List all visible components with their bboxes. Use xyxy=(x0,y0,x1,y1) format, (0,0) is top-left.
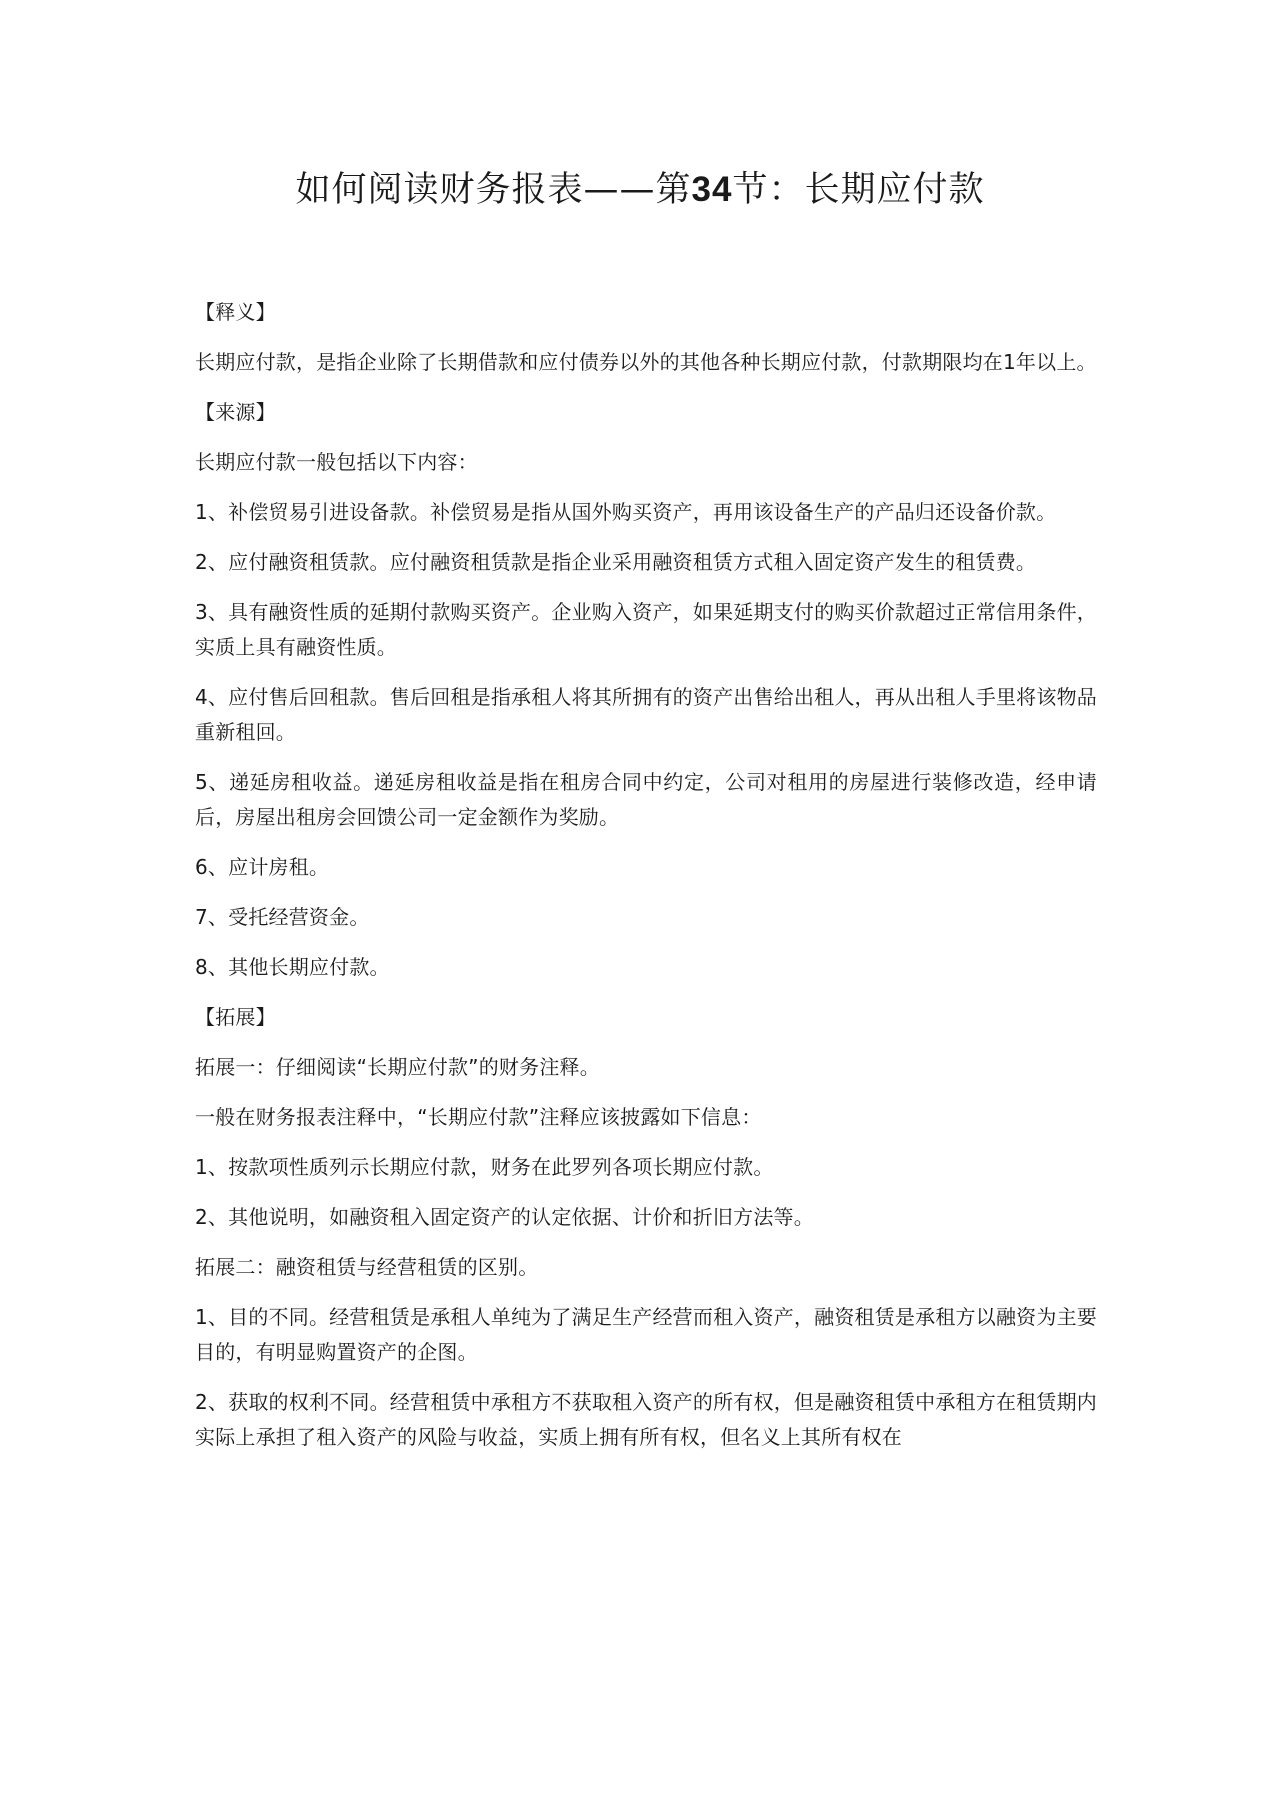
section-heading-definition: 【释义】 xyxy=(195,300,276,324)
page-title xyxy=(0,165,1280,215)
list-item: 1、补偿贸易引进设备款。补偿贸易是指从国外购买资产，再用该设备生产的产品归还设备价款。 xyxy=(195,500,1057,524)
paragraph: 拓展一：仔细阅读“长期应付款”的财务注释。 xyxy=(195,1055,600,1079)
list-item: 3、具有融资性质的延期付款购买资产。企业购入资产，如果延期支付的购买价款超过正常信用条件，实质上具有融资性质。 xyxy=(195,600,1097,659)
section-heading-source: 【来源】 xyxy=(195,400,276,424)
list-item: 1、目的不同。经营租赁是承租人单纯为了满足生产经营而租入资产，融资租赁是承租方以融资为主要目的，有明显购置资产的企图。 xyxy=(195,1305,1097,1364)
paragraph: 长期应付款一般包括以下内容： xyxy=(195,450,478,474)
section-heading-extension: 【拓展】 xyxy=(195,1005,276,1029)
list-item: 6、应计房租。 xyxy=(195,855,330,879)
list-item: 2、其他说明，如融资租入固定资产的认定依据、计价和折旧方法等。 xyxy=(195,1205,814,1229)
title-prefix: 如何阅读财务报表——第 xyxy=(295,170,692,210)
title-suffix: 节：长期应付款 xyxy=(732,170,985,210)
list-item: 4、应付售后回租款。售后回租是指承租人将其所拥有的资产出售给出租人，再从出租人手里将该物品重新租回。 xyxy=(195,685,1097,744)
document-body xyxy=(195,295,1097,1470)
list-item: 1、按款项性质列示长期应付款，财务在此罗列各项长期应付款。 xyxy=(195,1155,774,1179)
paragraph: 长期应付款，是指企业除了长期借款和应付债券以外的其他各种长期应付款，付款期限均在1年以上。 xyxy=(195,350,1097,374)
list-item: 5、递延房租收益。递延房租收益是指在租房合同中约定，公司对租用的房屋进行装修改造，经申请后，房屋出租房会回馈公司一定金额作为奖励。 xyxy=(195,770,1097,829)
paragraph: 拓展二：融资租赁与经营租赁的区别。 xyxy=(195,1255,539,1279)
list-item: 7、受托经营资金。 xyxy=(195,905,370,929)
list-item: 8、其他长期应付款。 xyxy=(195,955,390,979)
list-item: 2、获取的权利不同。经营租赁中承租方不获取租入资产的所有权，但是融资租赁中承租方在租赁期内实际上承担了租入资产的风险与收益，实质上拥有所有权，但名义上其所有权在 xyxy=(195,1390,1097,1449)
title-number: 34 xyxy=(691,170,733,209)
list-item: 2、应付融资租赁款。应付融资租赁款是指企业采用融资租赁方式租入固定资产发生的租赁费。 xyxy=(195,550,1037,574)
paragraph: 一般在财务报表注释中，“长期应付款”注释应该披露如下信息： xyxy=(195,1105,762,1129)
